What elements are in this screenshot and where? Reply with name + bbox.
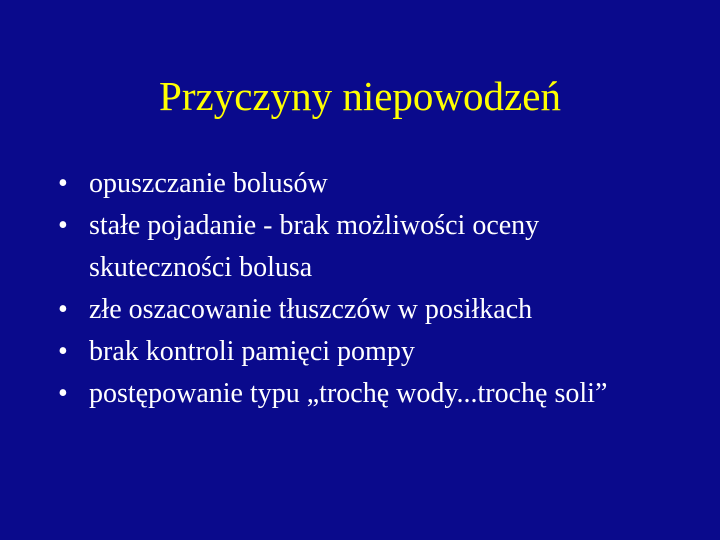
bullet-item	[58, 289, 658, 331]
bullet-text: brak kontroli pamięci pompy	[89, 336, 415, 367]
bullet-dot-icon: •	[58, 294, 68, 325]
bullet-item	[58, 331, 658, 373]
bullet-dot-icon: •	[58, 210, 68, 241]
bullet-item	[58, 205, 658, 289]
bullet-item	[58, 163, 658, 205]
bullet-text: stałe pojadanie - brak możliwości oceny skuteczności bolusa	[89, 210, 540, 283]
bullet-list	[58, 163, 658, 415]
bullet-dot-icon: •	[58, 336, 68, 367]
bullet-dot-icon: •	[58, 378, 68, 409]
bullet-text: opuszczanie bolusów	[89, 168, 328, 199]
bullet-text: postępowanie typu „trochę wody...trochę soli”	[89, 378, 608, 409]
bullet-item	[58, 373, 658, 415]
bullet-text: złe oszacowanie tłuszczów w posiłkach	[89, 294, 533, 325]
slide-title: Przyczyny niepowodzeń	[159, 73, 561, 119]
bullet-dot-icon: •	[58, 168, 68, 199]
